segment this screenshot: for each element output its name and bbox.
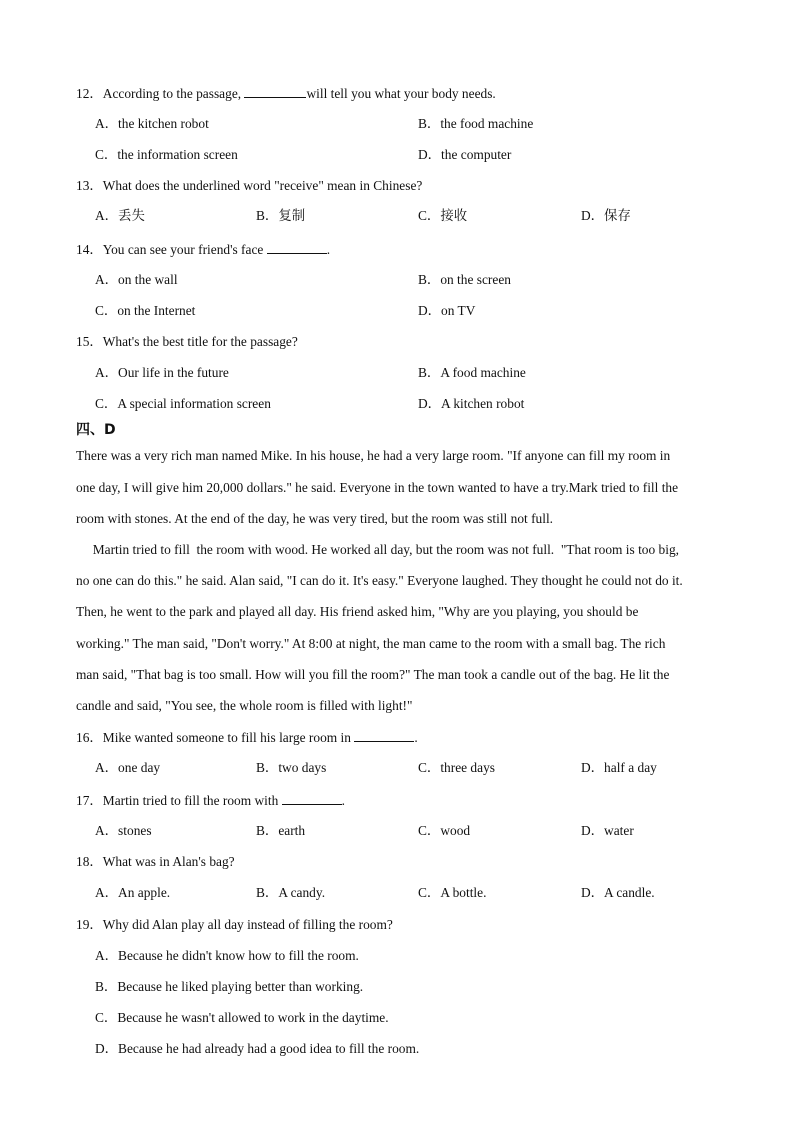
passage-line: Martin tried to fill the room with wood. He worked all day, but the room was not full. "That room is too big,: [76, 542, 679, 557]
option-b[interactable]: B．earth: [256, 823, 306, 838]
option-d[interactable]: D．A kitchen robot: [418, 396, 525, 411]
question-text-end: .: [326, 242, 331, 257]
question-text: You can see your friend's face: [102, 242, 267, 257]
question-text-end: .: [414, 730, 418, 745]
passage-line: room with stones. At the end of the day, he was very tired, but the room was still not full.: [76, 511, 554, 526]
option-a[interactable]: A．An apple.: [95, 885, 171, 900]
question-text: What was in Alan's bag?: [102, 854, 235, 869]
passage-line: one day, I will give him 20,000 dollars." he said. Everyone in the town wanted to have a try.Mark tried to fill the: [76, 480, 679, 495]
option-b[interactable]: B．A candy.: [256, 885, 326, 900]
option-d[interactable]: D．A candle.: [581, 885, 655, 900]
option-c[interactable]: C．wood: [418, 823, 471, 838]
option-b[interactable]: B．复制: [256, 208, 306, 223]
option-c[interactable]: C．A special information screen: [95, 396, 271, 411]
option-a[interactable]: A．on the wall: [95, 272, 178, 287]
passage-line: man said, "That bag is too small. How will you fill the room?" The man took a candle out of the bag. He lit the: [76, 667, 670, 682]
option-a[interactable]: A．Because he didn't know how to fill the room.: [95, 948, 359, 963]
question-12-stem: [76, 84, 496, 103]
option-b[interactable]: B．two days: [256, 760, 327, 775]
question-text: Mike wanted someone to fill his large room in: [102, 730, 355, 745]
option-c[interactable]: C．A bottle.: [418, 885, 487, 900]
answer-blank[interactable]: [354, 728, 414, 742]
question-17-stem: [76, 791, 345, 810]
option-a[interactable]: A．stones: [95, 823, 152, 838]
question-text-end: will tell you what your body needs.: [306, 86, 496, 101]
question-14-stem: [76, 240, 330, 259]
question-15-stem: [76, 333, 298, 351]
question-text-end: .: [341, 793, 346, 808]
question-text: Martin tried to fill the room with: [102, 793, 282, 808]
option-a[interactable]: A．Our life in the future: [95, 365, 229, 380]
option-a[interactable]: A．the kitchen robot: [95, 116, 209, 131]
passage-line: There was a very rich man named Mike. In his house, he had a very large room. "If anyone can fill my room in: [76, 448, 671, 463]
question-text: According to the passage,: [102, 86, 245, 101]
option-c[interactable]: C．接收: [418, 208, 468, 223]
question-16-stem: [76, 728, 418, 747]
option-c[interactable]: C．on the Internet: [95, 303, 196, 318]
question-number: 15．: [76, 334, 103, 349]
question-text: Why did Alan play all day instead of filling the room?: [102, 917, 393, 932]
question-18-stem: [76, 853, 235, 871]
answer-blank[interactable]: [267, 240, 327, 254]
option-d[interactable]: D．on TV: [418, 303, 476, 318]
question-19-stem: [76, 916, 393, 934]
passage-line: no one can do this." he said. Alan said, "I can do it. It's easy." Everyone laughed. They thought he could not do it.: [76, 573, 683, 588]
option-b[interactable]: B．on the screen: [418, 272, 511, 287]
option-d[interactable]: D．Because he had already had a good idea to fill the room.: [95, 1041, 420, 1056]
option-b[interactable]: B．A food machine: [418, 365, 526, 380]
option-a[interactable]: A．丢失: [95, 208, 145, 223]
question-number: 19．: [76, 917, 103, 932]
question-number: 13．: [76, 178, 103, 193]
section-heading: 四、D: [76, 422, 116, 438]
question-number: 14．: [76, 242, 103, 257]
option-a[interactable]: A．one day: [95, 760, 161, 775]
question-text: What does the underlined word "receive" mean in Chinese?: [102, 178, 423, 193]
passage-line: candle and said, "You see, the whole room is filled with light!": [76, 698, 413, 713]
option-d[interactable]: D．保存: [581, 208, 631, 223]
option-b[interactable]: B．Because he liked playing better than working.: [95, 979, 364, 994]
answer-blank[interactable]: [282, 791, 342, 805]
answer-blank[interactable]: [244, 84, 306, 98]
question-13-stem: [76, 177, 422, 195]
option-c[interactable]: C．Because he wasn't allowed to work in the daytime.: [95, 1010, 389, 1025]
option-d[interactable]: D．the computer: [418, 147, 512, 162]
option-c[interactable]: C．three days: [418, 760, 495, 775]
question-number: 18．: [76, 854, 103, 869]
option-c[interactable]: C．the information screen: [95, 147, 238, 162]
question-text: What's the best title for the passage?: [102, 334, 298, 349]
option-d[interactable]: D．water: [581, 823, 634, 838]
option-d[interactable]: D．half a day: [581, 760, 657, 775]
passage-line: working." The man said, "Don't worry." At 8:00 at night, the man came to the room with a small bag. The rich: [76, 636, 666, 651]
option-b[interactable]: B．the food machine: [418, 116, 534, 131]
question-number: 12．: [76, 86, 103, 101]
question-number: 16．: [76, 730, 103, 745]
question-number: 17．: [76, 793, 103, 808]
passage-line: Then, he went to the park and played all day. His friend asked him, "Why are you playing, you should be: [76, 604, 639, 619]
